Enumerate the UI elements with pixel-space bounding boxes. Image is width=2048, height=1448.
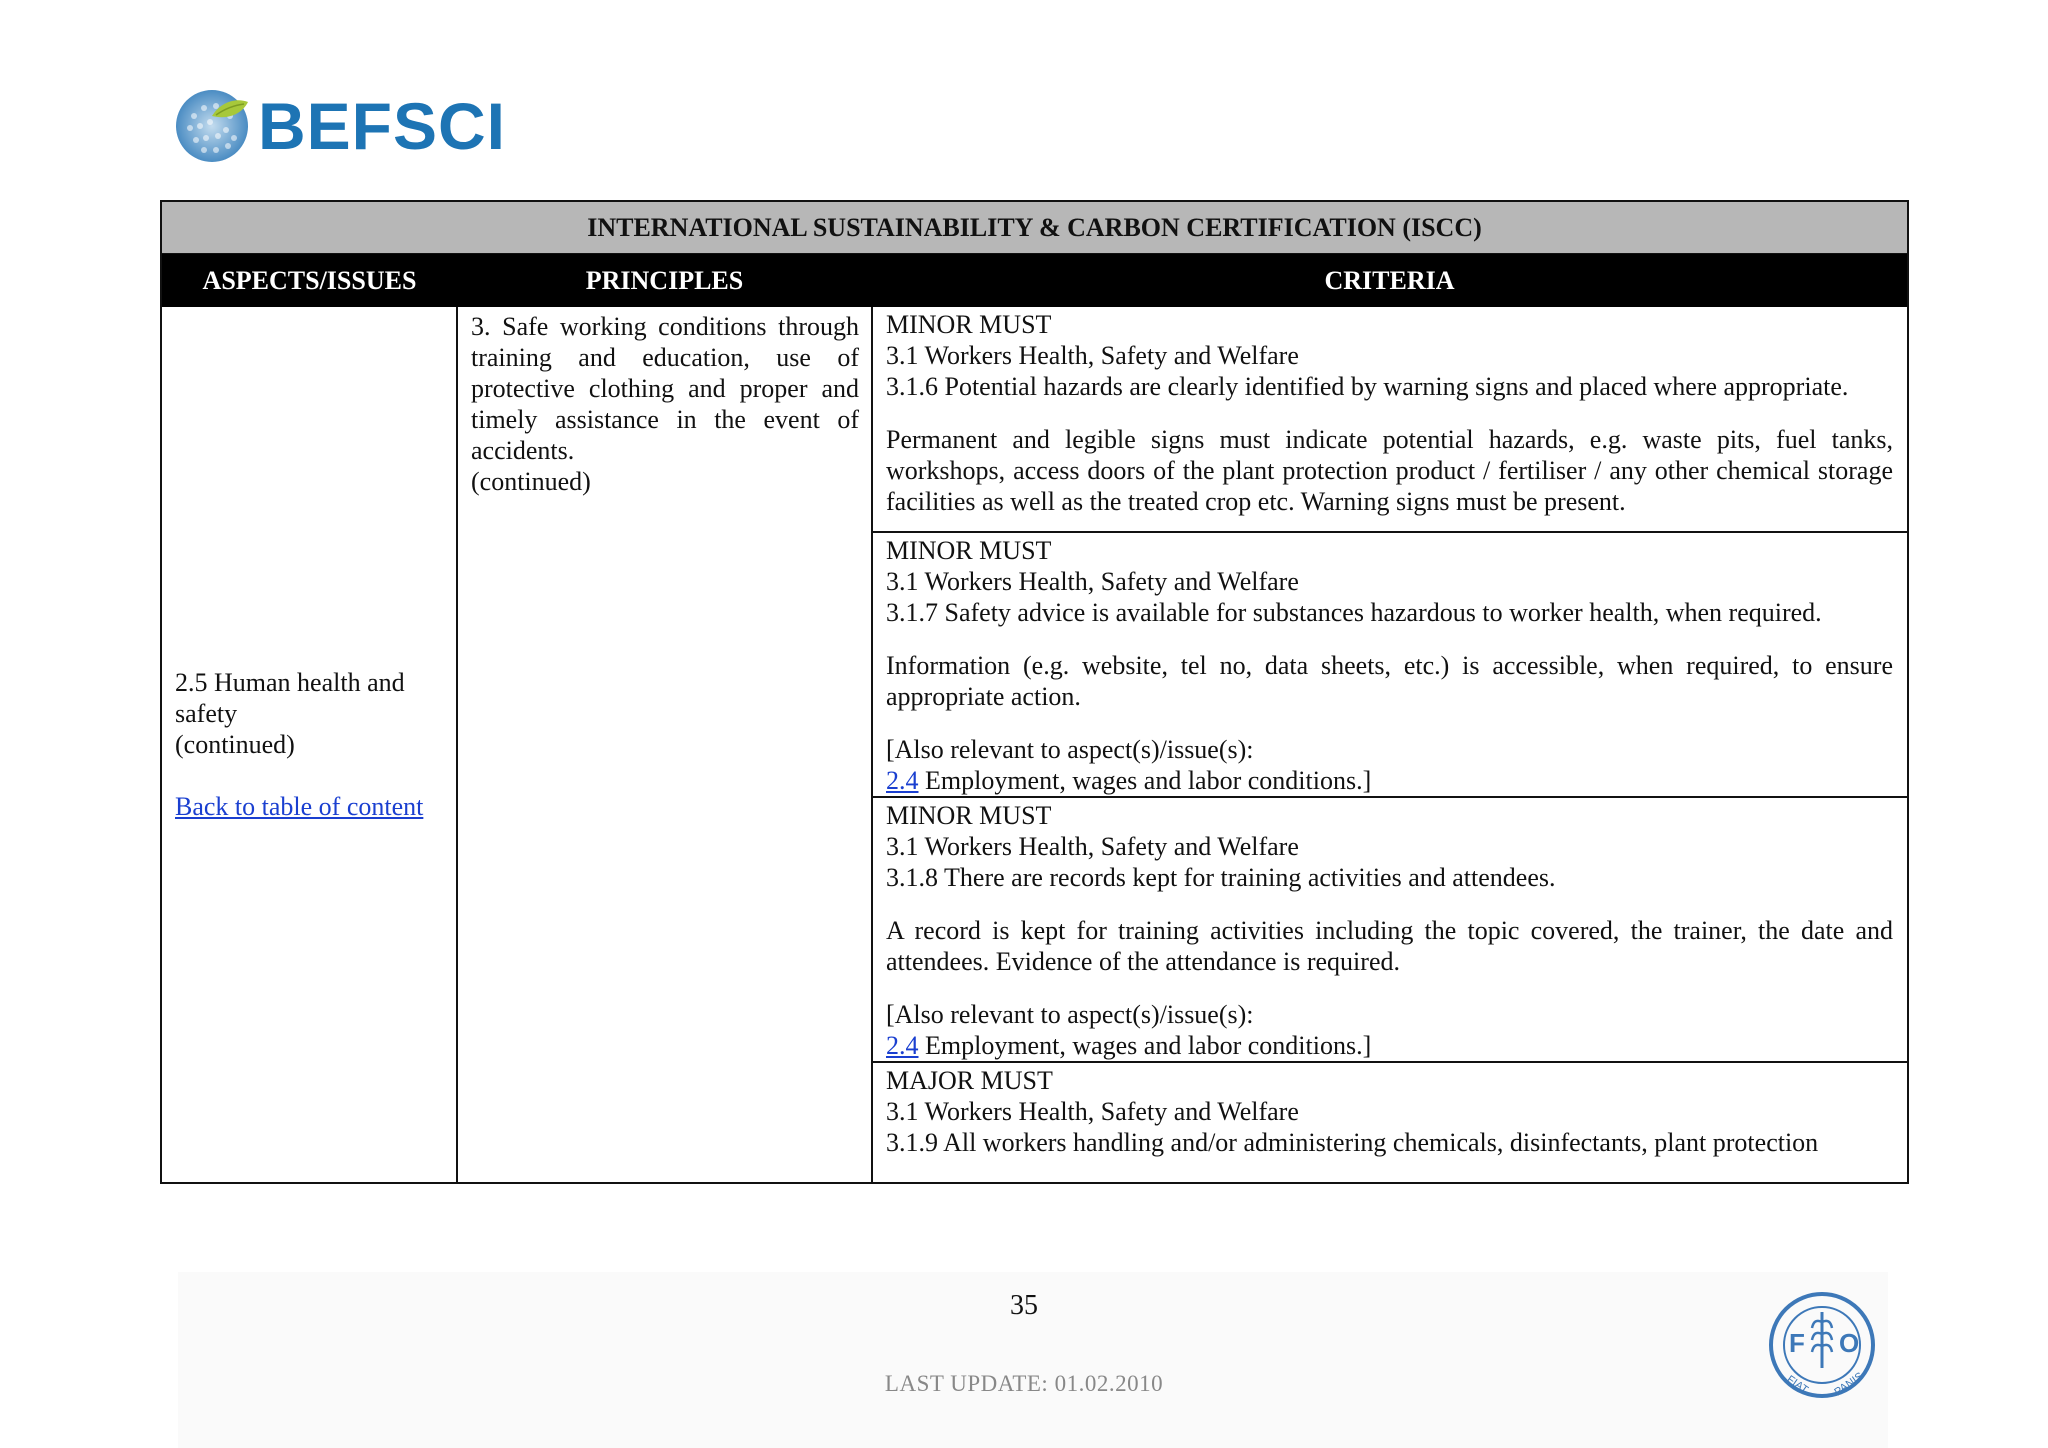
criterion-relevant-text: Employment, wages and labor conditions.]: [918, 766, 1372, 795]
criterion-block: [873, 307, 1907, 533]
criteria-cell: [872, 307, 1908, 1183]
criterion-detail: A record is kept for training activities including the topic covered, the trainer, the date and attendees. Evidence of the attendance is required.: [886, 916, 1893, 976]
criterion-block: [873, 533, 1907, 798]
principle-continued: (continued): [471, 467, 591, 496]
globe-icon: [172, 86, 252, 166]
criterion-category: 3.1 Workers Health, Safety and Welfare: [886, 341, 1299, 370]
criterion-block: [873, 1063, 1907, 1182]
criterion-level: MINOR MUST: [886, 536, 1052, 565]
criterion-relevant-text: Employment, wages and labor conditions.]: [918, 1031, 1372, 1060]
aspect-cell: [161, 307, 457, 1183]
fao-logo: [1767, 1290, 1877, 1400]
criterion-level: MINOR MUST: [886, 310, 1052, 339]
last-update: LAST UPDATE: 01.02.2010: [884, 1371, 1164, 1396]
fao-motto-right: PANIS: [1832, 1370, 1866, 1399]
criterion-item: 3.1.7 Safety advice is available for substances hazardous to worker health, when required.: [886, 598, 1822, 627]
criterion-level: MAJOR MUST: [886, 1066, 1053, 1095]
back-to-toc-link[interactable]: Back to table of content: [175, 792, 424, 821]
table-title: INTERNATIONAL SUSTAINABILITY & CARBON CERTIFICATION (ISCC): [161, 201, 1908, 254]
criterion-item: 3.1.6 Potential hazards are clearly identified by warning signs and placed where appropriate.: [886, 372, 1849, 401]
criterion-relevant-label: [Also relevant to aspect(s)/issue(s):: [886, 1000, 1254, 1029]
column-header-principles: PRINCIPLES: [457, 254, 872, 308]
criterion-relevant: [886, 765, 1893, 796]
principle-cell: [457, 307, 872, 1183]
befsci-logo: [172, 86, 506, 166]
fao-letter-o: O: [1839, 1328, 1860, 1358]
aspect-link[interactable]: 2.4: [886, 766, 919, 795]
fao-letter-f: F: [1789, 1328, 1805, 1358]
fao-motto-left: FIAT: [1784, 1373, 1811, 1397]
criterion-category: 3.1 Workers Health, Safety and Welfare: [886, 567, 1299, 596]
column-header-criteria: CRITERIA: [872, 254, 1908, 308]
criterion-level: MINOR MUST: [886, 801, 1052, 830]
criterion-category: 3.1 Workers Health, Safety and Welfare: [886, 1097, 1299, 1126]
criterion-detail: Information (e.g. website, tel no, data sheets, etc.) is accessible, when required, to ensure appropriate action.: [886, 651, 1893, 711]
aspect-link[interactable]: 2.4: [886, 1031, 919, 1060]
aspect-text: 2.5 Human health and safety (continued): [175, 668, 405, 759]
certification-table: [160, 200, 1909, 1184]
criterion-relevant-label: [Also relevant to aspect(s)/issue(s):: [886, 735, 1254, 764]
page-number: 35: [1010, 1290, 1038, 1321]
column-header-aspects: ASPECTS/ISSUES: [161, 254, 457, 308]
criterion-item: 3.1.8 There are records kept for training activities and attendees.: [886, 863, 1556, 892]
criterion-block: [873, 798, 1907, 1063]
criterion-item: 3.1.9 All workers handling and/or administering chemicals, disinfectants, plant protection: [886, 1128, 1819, 1157]
criterion-relevant: [886, 1030, 1893, 1061]
criterion-category: 3.1 Workers Health, Safety and Welfare: [886, 832, 1299, 861]
principle-text: 3. Safe working conditions through training and education, use of protective clothing and proper and timely assistance in the event of accidents.: [471, 312, 859, 465]
criterion-detail: Permanent and legible signs must indicate potential hazards, e.g. waste pits, fuel tanks, workshops, access doors of the plant protection product / fertiliser / any other chemical storage facilities as well as the treated crop etc. Warning signs must be present.: [886, 425, 1893, 516]
logo-text: BEFSCI: [258, 89, 507, 163]
